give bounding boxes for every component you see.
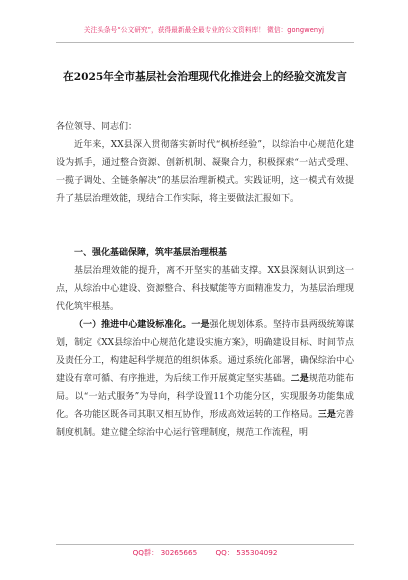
paragraph-subsection-1 [56,316,354,442]
footer-divider [56,544,354,545]
footer-qq: QQ： 535304092 [215,548,278,557]
subsection-heading: （一）推进中心建设标准化。 [74,320,192,330]
item-marker-3: 三是 [317,410,336,420]
footer-contact [56,548,354,558]
paragraph-intro: 近年来，XX县深入贯彻落实新时代“枫桥经验”，以综治中心规范化建设为抓手，通过整合资源、创新机制、凝聚合力，积极探索“一站式受理、一揽子调处、全链条解决”的基层治理新模式。实践证明，这一模式有效提升了基层治理效能，现结合工作实际，将主要做法汇报如下。 [56,140,354,204]
header-banner: 关注头条号“公文研究”，获得最新最全最专业的公文资料库！ 微信：gongwenyj [83,26,325,34]
item-text-1: 强化规划体系。坚持市县两级统筹谋划，制定《XX县综治中心规范化建设实施方案》，明确建设目标、时间节点及责任分工，构建起科学规范的组织体系。通过系统化部署，确保综治中心建设有章可循、有序推进，为后续工作开展奠定坚实基础。 [56,320,354,384]
greeting: 各位领导、同志们： [56,122,138,132]
item-text-3: 完善制度机制。建立健全综治中心运行管理制度，规范工作流程，明 [56,410,354,438]
item-marker-2: 二是 [290,374,309,384]
document-title: 在2025年全市基层社会治理现代化推进会上的经验交流发言 [63,71,347,83]
paragraph-section-1: 基层治理效能的提升，离不开坚实的基础支撑。XX县深刻认识到这一点，从综治中心建设、资源整合、科技赋能等方面精准发力，为基层治理现代化筑牢根基。 [56,266,354,312]
footer-qq-group: QQ群： 30265665 [132,548,198,557]
item-marker-1: 一是 [191,320,210,330]
section-heading-1: 一、强化基础保障，筑牢基层治理根基 [74,248,228,258]
header-divider [56,42,354,43]
item-text-2: 规范功能布局。以“一站式服务”为导向，科学设置11个功能分区，实现服务功能集成化。各功能区既各司其职又相互协作，形成高效运转的工作格局。 [56,374,354,420]
